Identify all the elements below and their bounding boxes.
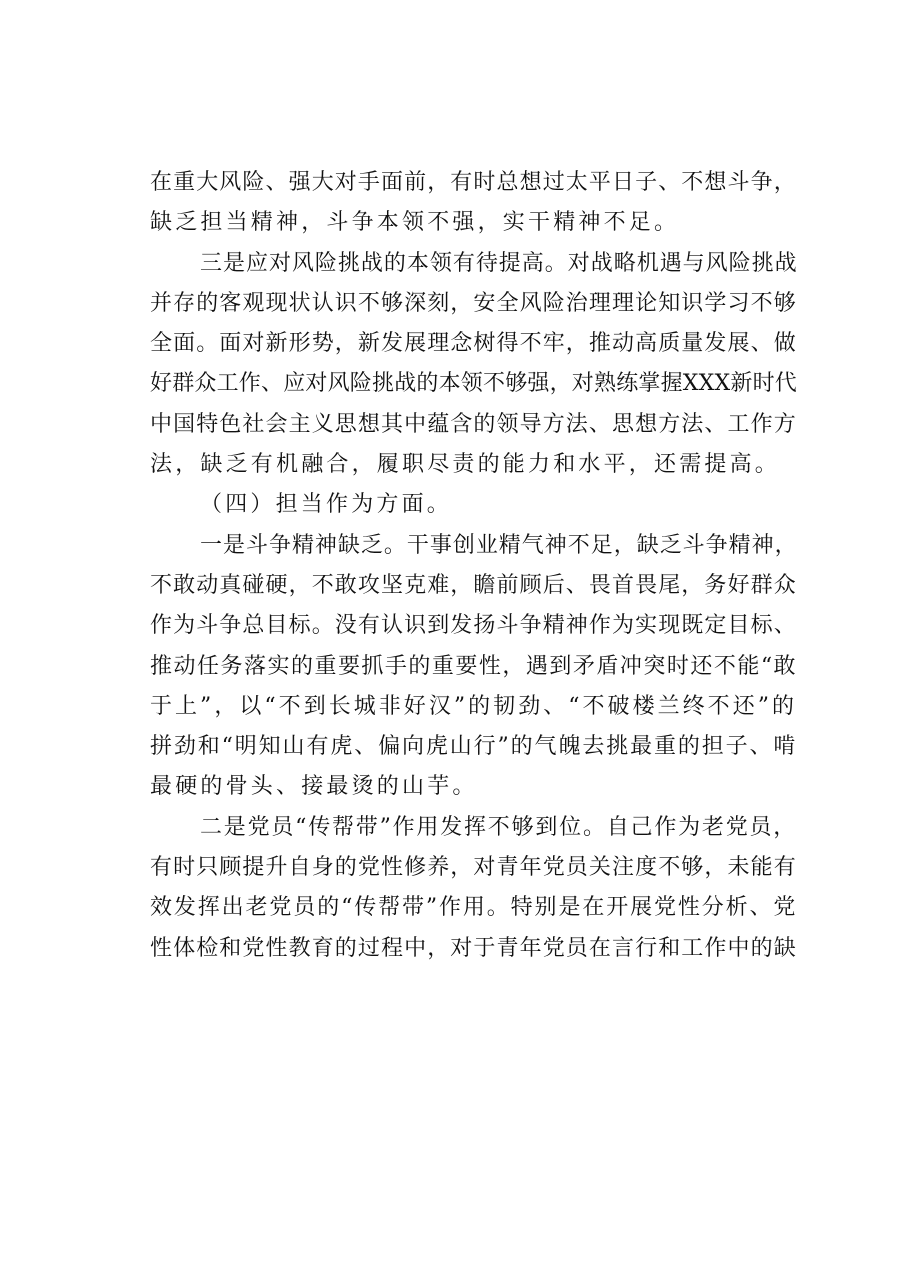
text-line: 于上”，以“不到长城非好汉”的韧劲、“不破楼兰终不还”的 (150, 693, 798, 719)
text-line: 最硬的骨头、接最烫的山芋。 (150, 774, 478, 800)
text-line: 效发挥出老党员的“传帮带”作用。特别是在开展党性分析、党 (150, 895, 798, 921)
text-line: 缺乏担当精神，斗争本领不强，实干精神不足。 (150, 210, 680, 236)
text-line: 好群众工作、应对风险挑战的本领不够强，对熟练掌握XXX新时代 (150, 371, 797, 397)
document-body (150, 163, 800, 969)
text-line: 全面。面对新形势，新发展理念树得不牢，推动高质量发展、做 (150, 331, 797, 357)
paragraph-start-line: 一是斗争精神缺乏。干事创业精气神不足，缺乏斗争精神， (200, 532, 798, 558)
text-line: 有时只顾提升自身的党性修养，对青年党员关注度不够，未能有 (150, 855, 797, 881)
text-line: 在重大风险、强大对手面前，有时总想过太平日子、不想斗争， (150, 170, 797, 195)
text-line: 并存的客观现状认识不够深刻，安全风险治理理论知识学习不够 (150, 290, 797, 316)
text-line: 性体检和党性教育的过程中，对于青年党员在言行和工作中的缺 (150, 935, 797, 961)
text-line: 法，缺乏有机融合，履职尽责的能力和水平，还需提高。 (150, 452, 781, 478)
text-line: 推动任务落实的重要抓手的重要性，遇到矛盾冲突时还不能“敢 (150, 653, 798, 679)
section-heading: （四）担当作为方面。 (200, 492, 453, 518)
text-line: 不敢动真碰硬，不敢攻坚克难，瞻前顾后、畏首畏尾，务好群众 (150, 572, 797, 598)
text-line: 拼劲和“明知山有虎、偏向虎山行”的气魄去挑最重的担子、啃 (150, 734, 798, 760)
text-line: 作为斗争总目标。没有认识到发扬斗争精神作为实现既定目标、 (150, 613, 797, 639)
paragraph-start-line: 二是党员“传帮带”作用发挥不够到位。自己作为老党员， (200, 814, 798, 840)
paragraph-start-line: 三是应对风险挑战的本领有待提高。对战略机遇与风险挑战 (200, 250, 798, 276)
text-line: 中国特色社会主义思想其中蕴含的领导方法、思想方法、工作方 (150, 411, 797, 437)
